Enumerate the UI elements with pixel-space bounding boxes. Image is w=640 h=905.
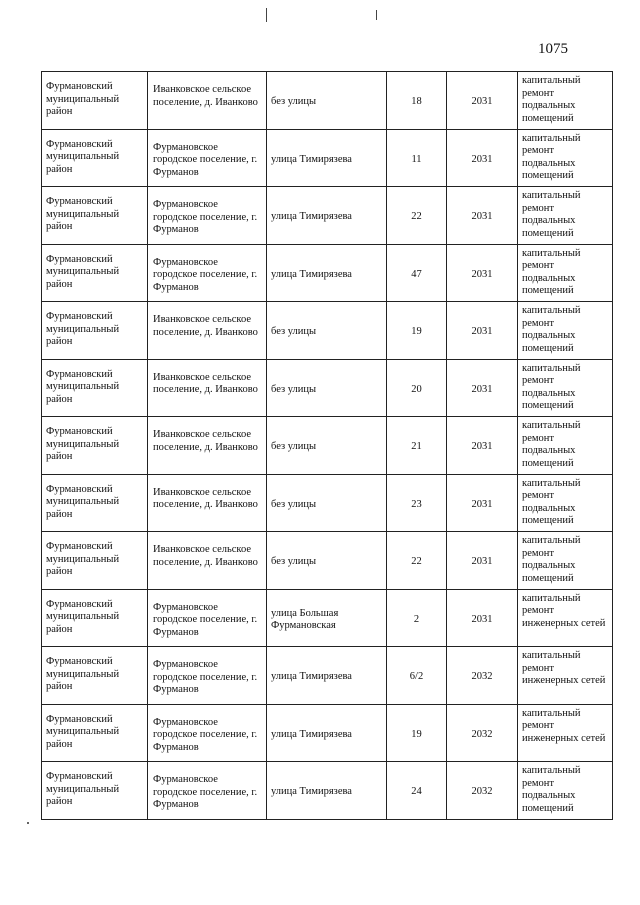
district-cell: Фурмановский муниципальный район [46,138,120,175]
house-number-cell: 24 [411,786,422,797]
table-row [42,762,613,820]
table-row [42,187,613,245]
year-cell: 2032 [471,728,493,740]
table-row [42,704,613,762]
street-cell: без улицы [271,498,317,510]
settlement-cell: Фурмановское городское поселение, г. Фурманов [153,199,258,235]
work-type-cell: капитальный ремонт подвальных помещений [522,535,581,584]
house-number-cell: 19 [411,326,422,337]
table-row [42,359,613,417]
house-number-cell: 19 [411,728,422,740]
work-type-cell: капитальный ремонт подвальных помещений [522,477,581,526]
page-number: 1075 [538,41,568,57]
street-cell: без улицы [271,96,317,107]
table-row [42,244,613,302]
street-cell: без улицы [271,383,317,395]
settlement-cell: Фурмановское городское поселение, г. Фурманов [153,256,258,293]
district-cell: Фурмановский муниципальный район [46,656,120,692]
district-cell: Фурмановский муниципальный район [46,541,120,577]
house-number-cell: 2 [413,613,420,625]
district-cell: Фурмановский муниципальный район [46,196,120,232]
year-cell: 2031 [471,441,493,452]
street-cell: улица Тимирязева [271,671,352,682]
table-row [42,589,613,647]
district-cell: Фурмановский муниципальный район [46,81,120,117]
settlement-cell: Фурмановское городское поселение, г. Фурманов [153,601,258,638]
house-number-cell: 23 [411,498,422,510]
settlement-cell: Иванковское сельское поселение, д. Иванково [153,486,258,510]
work-type-cell: капитальный ремонт инженерных сетей [522,707,606,744]
work-type-cell: капитальный ремонт подвальных помещений [522,362,581,411]
district-cell: Фурмановский муниципальный район [46,713,120,750]
table-row [42,417,613,475]
work-type-cell: капитальный ремонт подвальных помещений [522,765,581,814]
street-cell: улица Тимирязева [271,211,352,222]
district-cell: Фурмановский муниципальный район [46,598,120,635]
district-cell: Фурмановский муниципальный район [46,311,120,347]
year-cell: 2032 [471,786,493,797]
house-number-cell: 11 [411,153,422,165]
scan-mark [266,8,267,22]
table-row [42,72,613,130]
street-cell: без улицы [271,441,317,452]
settlement-cell: Фурмановское городское поселение, г. Фурманов [153,716,258,753]
year-cell: 2031 [471,96,493,107]
work-type-cell: капитальный ремонт подвальных помещений [522,420,581,469]
settlement-cell: Иванковское сельское поселение, д. Иванково [153,84,258,108]
street-cell: без улицы [271,326,317,337]
scan-mark [376,10,377,20]
year-cell: 2031 [471,211,493,222]
settlement-cell: Иванковское сельское поселение, д. Иванково [153,429,258,453]
settlement-cell: Иванковское сельское поселение, д. Иванково [153,371,258,395]
year-cell: 2031 [471,613,493,625]
street-cell: улица Большая Фурмановская [271,607,339,631]
settlement-cell: Фурмановское городское поселение, г. Фурманов [153,141,258,178]
year-cell: 2031 [471,383,493,395]
district-cell: Фурмановский муниципальный район [46,253,120,290]
house-number-cell: 20 [411,383,422,395]
district-cell: Фурмановский муниципальный район [46,368,120,405]
settlement-cell: Фурмановское городское поселение, г. Фурманов [153,774,258,810]
house-number-cell: 6/2 [409,671,424,682]
work-type-cell: капитальный ремонт подвальных помещений [522,132,581,181]
street-cell: улица Тимирязева [271,786,352,797]
district-cell: Фурмановский муниципальный район [46,426,120,462]
work-type-cell: капитальный ремонт подвальных помещений [522,305,581,354]
street-cell: улица Тимирязева [271,728,352,740]
work-type-cell: капитальный ремонт инженерных сетей [522,592,606,629]
work-type-cell: капитальный ремонт подвальных помещений [522,75,581,124]
year-cell: 2031 [471,326,493,337]
year-cell: 2031 [471,153,493,165]
repair-plan-table [41,71,613,820]
settlement-cell: Иванковское сельское поселение, д. Иванково [153,544,258,568]
settlement-cell: Фурмановское городское поселение, г. Фурманов [153,659,258,695]
house-number-cell: 21 [411,441,422,452]
work-type-cell: капитальный ремонт инженерных сетей [522,650,606,686]
year-cell: 2031 [471,498,493,510]
street-cell: без улицы [271,556,317,567]
house-number-cell: 47 [411,268,422,280]
scan-speck [27,822,29,824]
house-number-cell: 18 [411,96,422,107]
house-number-cell: 22 [411,211,422,222]
table-row [42,129,613,187]
work-type-cell: капитальный ремонт подвальных помещений [522,247,581,296]
work-type-cell: капитальный ремонт подвальных помещений [522,190,581,239]
year-cell: 2031 [471,268,493,280]
house-number-cell: 22 [411,556,422,567]
table-row [42,474,613,532]
table-row [42,302,613,360]
district-cell: Фурмановский муниципальный район [46,771,120,807]
settlement-cell: Иванковское сельское поселение, д. Иванково [153,314,258,338]
year-cell: 2031 [471,556,493,567]
table-row [42,647,613,705]
district-cell: Фурмановский муниципальный район [46,483,120,520]
year-cell: 2032 [471,671,493,682]
street-cell: улица Тимирязева [271,153,352,165]
table-row [42,532,613,590]
street-cell: улица Тимирязева [271,268,352,280]
